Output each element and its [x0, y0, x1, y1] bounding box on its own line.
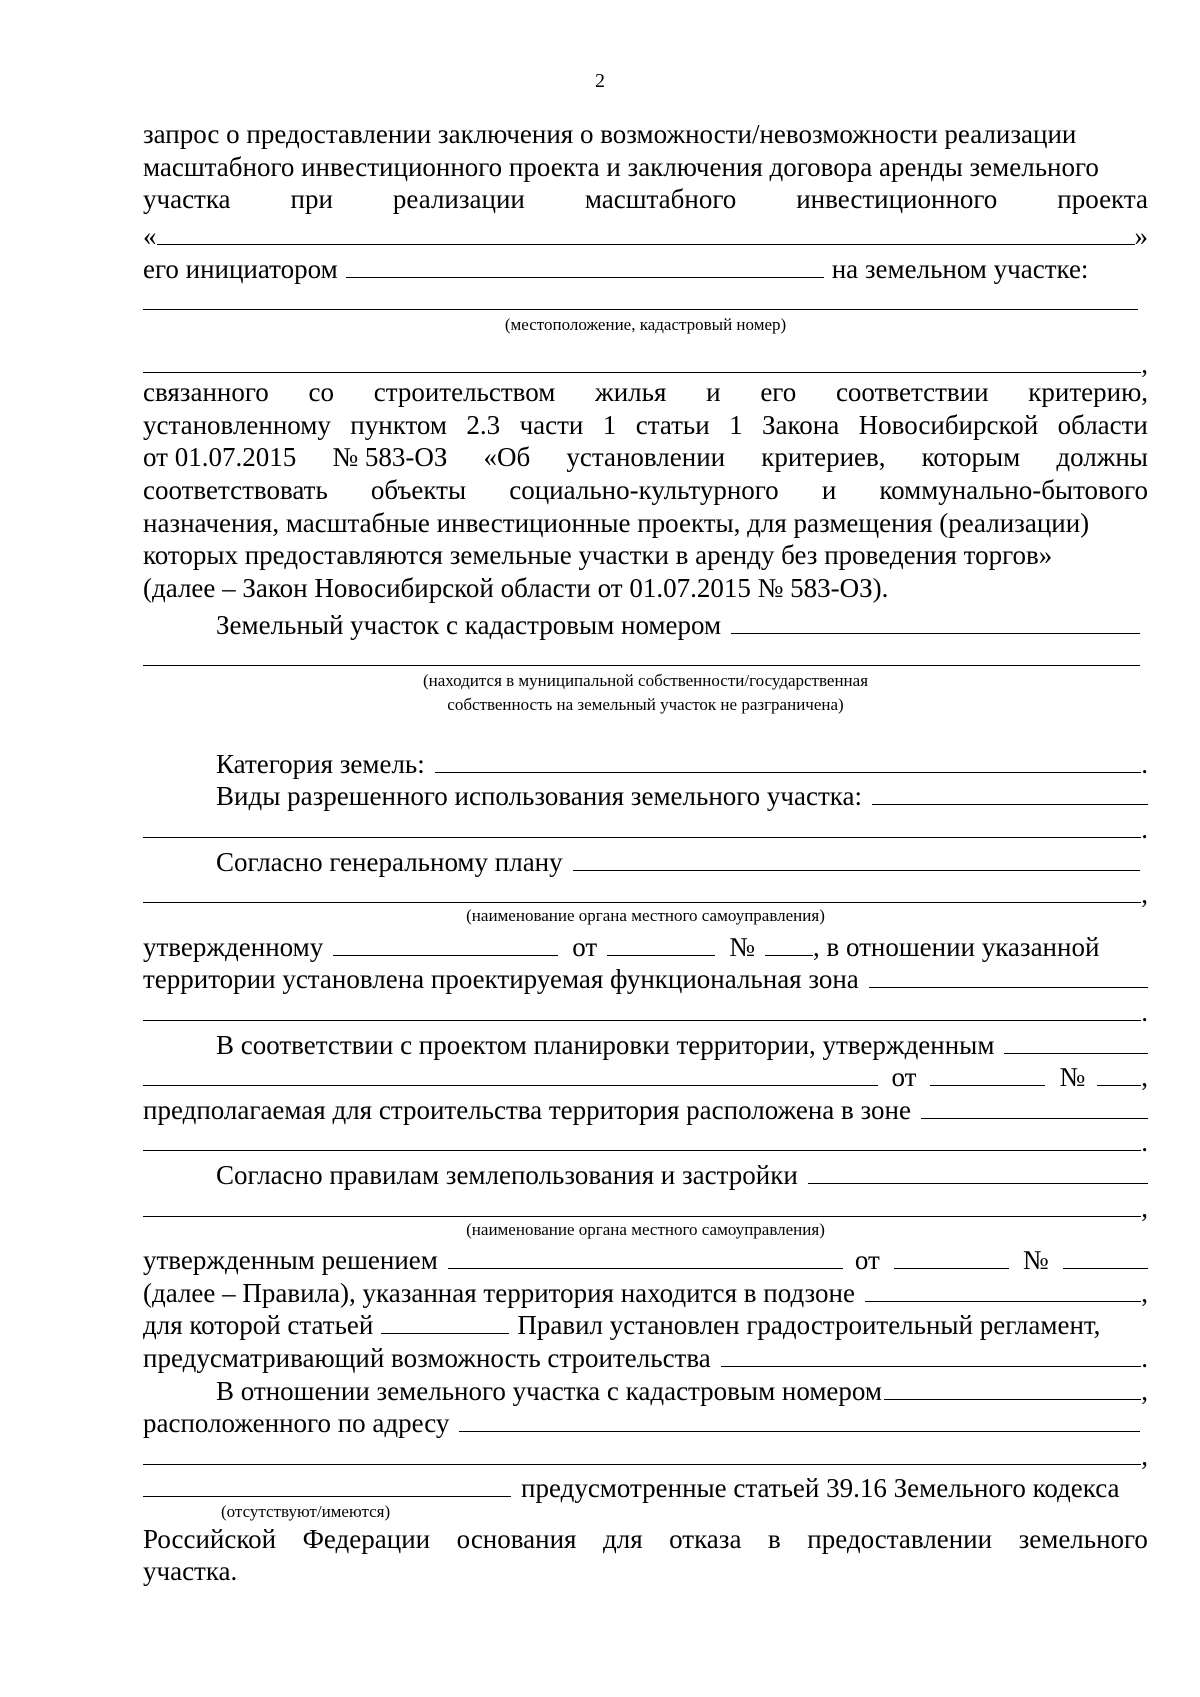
number-label: №	[1022, 1245, 1049, 1276]
address-field[interactable]	[459, 1403, 1140, 1432]
number-label: №	[1059, 1062, 1086, 1093]
quote-open: «	[143, 221, 157, 252]
code-label: предусмотренные статьей 39.16 Земельного кодекса	[521, 1473, 1120, 1504]
cadastral-label: Земельный участок с кадастровым номером	[216, 609, 722, 640]
rules-ref: (далее – Правила), указанная территория находится в подзоне	[143, 1277, 855, 1308]
comma: ,	[1141, 1192, 1148, 1223]
word: должны	[1056, 442, 1148, 473]
land-cadastral-line	[143, 1370, 1148, 1406]
plan-number-field[interactable]	[1097, 1057, 1141, 1086]
word: со	[308, 377, 334, 408]
word: критерию,	[1028, 377, 1148, 408]
location-field[interactable]	[143, 281, 1138, 310]
decision-line	[143, 1240, 1148, 1276]
word: и	[821, 474, 837, 505]
word: земельного	[1018, 1523, 1148, 1554]
from-label: от	[891, 1062, 917, 1093]
genplan-field[interactable]	[573, 841, 1140, 870]
comma: ,	[1141, 1440, 1148, 1471]
ownership-field[interactable]	[143, 637, 1140, 666]
zone-field-2[interactable]	[143, 992, 1141, 1021]
word: основания	[456, 1523, 577, 1554]
cadastral-line	[143, 604, 1148, 640]
word: области	[1057, 409, 1148, 440]
ownership-caption-1: (находится в муниципальной собственности/государственная	[422, 670, 869, 690]
plan-line	[143, 1024, 1148, 1060]
word: установлении	[566, 442, 726, 473]
text-line	[143, 1555, 1148, 1588]
location-field-2[interactable]	[143, 344, 1141, 373]
period: .	[1141, 1127, 1148, 1158]
word: объекты	[370, 474, 467, 505]
text: которых предоставляются земельные участки в аренду без проведения торгов»	[143, 540, 1053, 571]
word: части	[519, 409, 584, 440]
comma: ,	[1141, 1062, 1148, 1093]
grounds-presence-field[interactable]	[143, 1468, 511, 1497]
text-line	[143, 539, 1148, 572]
word: и	[706, 377, 721, 408]
article-label: для которой статьей	[143, 1310, 374, 1341]
subzone-line	[143, 1272, 1148, 1308]
intended-zone-field-2[interactable]	[143, 1122, 1141, 1151]
ownership-line	[143, 637, 1148, 670]
regulation-label: Правил установлен градостроительный регламент,	[517, 1310, 1101, 1341]
text-line	[143, 572, 1148, 605]
article-line	[143, 1305, 1148, 1341]
usage-line	[143, 776, 1148, 812]
plan-date-field[interactable]	[930, 1057, 1045, 1086]
address-line-2	[143, 1435, 1148, 1471]
rules-field[interactable]	[808, 1155, 1148, 1184]
word: которым	[921, 442, 1021, 473]
location-line	[143, 281, 1148, 314]
word: Российской	[143, 1523, 277, 1554]
word: 1	[729, 409, 743, 440]
initiator-line	[143, 248, 1148, 284]
text: участка.	[143, 1556, 238, 1587]
intended-label: предполагаемая для строительства территория расположена в зоне	[143, 1094, 911, 1125]
comma: ,	[1141, 348, 1148, 379]
article-field[interactable]	[381, 1305, 509, 1334]
cadastral-number-field[interactable]	[731, 604, 1140, 633]
decision-number-field[interactable]	[1063, 1240, 1148, 1269]
word: критериев,	[761, 442, 886, 473]
word: статьи	[635, 409, 710, 440]
rules-authority-field[interactable]	[143, 1187, 1141, 1216]
decision-label: утвержденным решением	[143, 1245, 438, 1276]
text: масштабного инвестиционного проекта и заключения договора аренды земельного	[143, 151, 1099, 182]
plan-approver-field[interactable]	[143, 1057, 878, 1086]
document-body	[143, 118, 1148, 1588]
possibility-label: предусматривающий возможность строительства	[143, 1342, 711, 1373]
decision-date-field[interactable]	[894, 1240, 1009, 1269]
word: в	[767, 1523, 781, 1554]
land-cadastral-label: В отношении земельного участка с кадастровым номером	[216, 1375, 882, 1406]
from-label: от	[572, 931, 598, 962]
word: при	[290, 184, 333, 215]
period: .	[1141, 814, 1148, 845]
number-field[interactable]	[765, 926, 813, 955]
period: .	[1141, 997, 1148, 1027]
intended-line	[143, 1089, 1148, 1125]
location-line-2	[143, 344, 1148, 377]
text-line	[143, 441, 1148, 474]
genplan-label: Согласно генеральному плану	[216, 846, 563, 877]
intended-zone-field[interactable]	[921, 1089, 1148, 1118]
plan-label: В соответствии с проектом планировки территории, утвержденным	[216, 1029, 995, 1060]
comma: ,	[1141, 879, 1148, 910]
word: проекта	[1057, 184, 1148, 215]
address-line	[143, 1403, 1148, 1439]
zone-field[interactable]	[869, 959, 1148, 988]
text: назначения, масштабные инвестиционные проекты, для размещения (реализации)	[143, 507, 1090, 538]
text-line	[143, 151, 1148, 184]
rules-authority-caption: (наименование органа местного самоуправления)	[466, 1219, 825, 1239]
genplan-line	[143, 841, 1148, 877]
decision-field[interactable]	[448, 1240, 843, 1269]
text-line	[143, 409, 1148, 442]
category-label: Категория земель:	[216, 748, 425, 779]
text-line	[143, 376, 1148, 409]
intended-line-2	[143, 1122, 1148, 1158]
land-label: на земельном участке:	[831, 253, 1089, 284]
relation-label: , в отношении указанной	[812, 931, 1100, 962]
usage-field[interactable]	[872, 776, 1148, 805]
word: 1	[602, 409, 617, 440]
usage-line-2	[143, 809, 1148, 845]
address-label: расположенного по адресу	[143, 1408, 450, 1439]
project-name-field[interactable]	[157, 216, 1135, 245]
ownership-caption-2: собственность на земельный участок не разграничена)	[447, 694, 844, 714]
from-label: от	[854, 1245, 880, 1276]
category-line	[143, 744, 1148, 777]
word: масштабного	[584, 184, 737, 215]
word: 2.3	[466, 409, 501, 440]
authority-caption: (наименование органа местного самоуправления)	[466, 906, 825, 926]
absent-caption: (отсутствуют/имеются)	[221, 1501, 391, 1521]
address-field-2[interactable]	[143, 1435, 1141, 1464]
word: жилья	[595, 377, 667, 408]
rules-label: Согласно правилам землепользования и застройки	[216, 1159, 798, 1190]
text-line	[143, 183, 1148, 216]
word: № 583-ОЗ	[332, 442, 448, 473]
word: отказа	[669, 1523, 742, 1554]
usage-field-2[interactable]	[143, 809, 1141, 838]
approved-line	[143, 926, 1148, 962]
word: связанного	[143, 377, 269, 408]
word: «Об	[483, 442, 531, 473]
period: .	[1141, 748, 1148, 779]
rules-authority-line	[143, 1187, 1148, 1223]
usage-label: Виды разрешенного использования земельного участка:	[216, 781, 862, 812]
word: предоставлении	[807, 1523, 993, 1554]
comma: ,	[1141, 1277, 1148, 1308]
initiator-label: его инициатором	[143, 253, 338, 284]
word: соответствии	[835, 377, 989, 408]
word: установленному	[143, 409, 331, 440]
approved-by-field[interactable]	[333, 926, 558, 955]
word: для	[602, 1523, 643, 1554]
zone-line	[143, 959, 1148, 995]
word: строительством	[373, 377, 556, 408]
word: участка	[143, 184, 231, 215]
text-line	[143, 118, 1148, 151]
plan-date-line	[143, 1057, 1148, 1093]
text-line	[143, 507, 1148, 540]
word: коммунально-бытового	[879, 474, 1148, 505]
subzone-field[interactable]	[865, 1272, 1141, 1301]
word: соответствовать	[143, 474, 328, 505]
category-field[interactable]	[435, 744, 1142, 773]
authority-line	[143, 874, 1148, 910]
text: (далее – Закон Новосибирской области от 01.07.2015 № 583-ОЗ).	[143, 572, 889, 603]
text: запрос о предоставлении заключения о возможности/невозможности реализации	[143, 119, 1077, 149]
location-caption: (местоположение, кадастровый номер)	[504, 314, 787, 334]
date-field[interactable]	[607, 926, 715, 955]
zone-label: территории установлена проектируемая функциональная зона	[143, 964, 859, 995]
project-name-line	[143, 216, 1148, 252]
zone-line-2	[143, 992, 1148, 1025]
approved-label: утвержденному	[143, 931, 324, 962]
authority-field[interactable]	[143, 874, 1141, 903]
word: пунктом	[350, 409, 447, 440]
page-number: 2	[595, 70, 605, 92]
word: реализации	[392, 184, 525, 215]
grounds-line	[143, 1468, 1148, 1504]
land-cadastral-field[interactable]	[884, 1370, 1141, 1399]
comma: ,	[1141, 1375, 1148, 1406]
word: инвестиционного	[796, 184, 998, 215]
word: его	[760, 377, 797, 408]
word: Новосибирской	[858, 409, 1039, 440]
plan-approved-field[interactable]	[1004, 1024, 1148, 1053]
period: .	[1141, 1342, 1148, 1373]
text-line	[143, 1523, 1148, 1556]
word: от 01.07.2015	[143, 442, 297, 473]
possibility-line	[143, 1338, 1148, 1371]
word: Федерации	[302, 1523, 431, 1554]
quote-close: »	[1134, 221, 1148, 252]
initiator-field[interactable]	[346, 248, 824, 277]
rules-line	[143, 1155, 1148, 1188]
text-line	[143, 474, 1148, 507]
number-label: №	[729, 931, 755, 962]
word: социально-культурного	[509, 474, 779, 505]
possibility-field[interactable]	[721, 1338, 1142, 1367]
word: Закона	[762, 409, 840, 440]
